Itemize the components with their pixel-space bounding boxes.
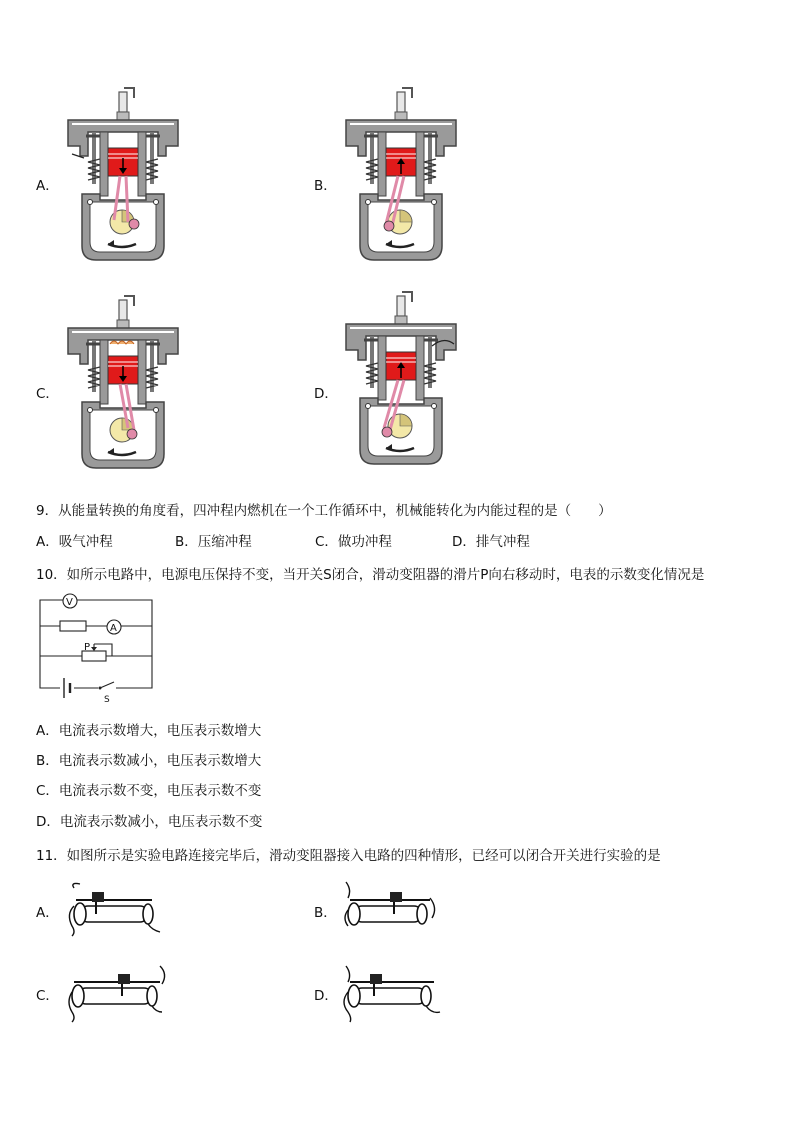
rheostat-c bbox=[64, 962, 170, 1022]
q8-option-a-label: A． bbox=[36, 178, 59, 194]
switch-label: S bbox=[104, 695, 110, 705]
q11-stem: 11．如图所示是实验电路连接完毕后，滑动变阻器接入电路的四种情形，已经可以闭合开关进行实验的是 bbox=[36, 848, 661, 864]
ammeter-symbol: A bbox=[110, 623, 117, 634]
q8-option-b-label: B． bbox=[314, 178, 337, 194]
engine-diagram-b bbox=[340, 84, 464, 270]
engine-diagram-c bbox=[62, 292, 186, 478]
q9-option-c: C．做功冲程 bbox=[315, 534, 392, 550]
q11-option-c-label: C． bbox=[36, 988, 59, 1004]
voltmeter-symbol: V bbox=[66, 597, 73, 608]
engine-diagram-d bbox=[340, 288, 464, 474]
q10-option-b: B．电流表示数减小，电压表示数增大 bbox=[36, 753, 262, 769]
q9-option-d: D．排气冲程 bbox=[452, 534, 530, 550]
rheostat-a bbox=[66, 880, 166, 936]
q10-option-c: C．电流表示数不变，电压表示数不变 bbox=[36, 783, 262, 799]
rheostat-b bbox=[340, 880, 440, 936]
q9-option-a: A．吸气冲程 bbox=[36, 534, 113, 550]
q11-option-a-label: A． bbox=[36, 905, 59, 921]
q9-stem: 9．从能量转换的角度看，四冲程内燃机在一个工作循环中，机械能转化为内能过程的是（ ） bbox=[36, 503, 612, 519]
q11-option-d-label: D． bbox=[314, 988, 338, 1004]
q8-option-d-label: D． bbox=[314, 386, 338, 402]
q11-option-b-label: B． bbox=[314, 905, 337, 921]
q10-option-a: A．电流表示数增大，电压表示数增大 bbox=[36, 723, 262, 739]
q10-option-d: D．电流表示数减小，电压表示数不变 bbox=[36, 814, 263, 830]
q10-stem: 10．如所示电路中，电源电压保持不变，当开关S闭合，滑动变阻器的滑片P向右移动时，电表的示数变化情况是 bbox=[36, 567, 705, 583]
slider-label: P bbox=[84, 642, 91, 653]
q9-option-b: B．压缩冲程 bbox=[175, 534, 252, 550]
q10-circuit-diagram bbox=[36, 592, 156, 704]
engine-diagram-a bbox=[62, 84, 186, 270]
q8-option-c-label: C． bbox=[36, 386, 59, 402]
rheostat-d bbox=[340, 962, 444, 1022]
